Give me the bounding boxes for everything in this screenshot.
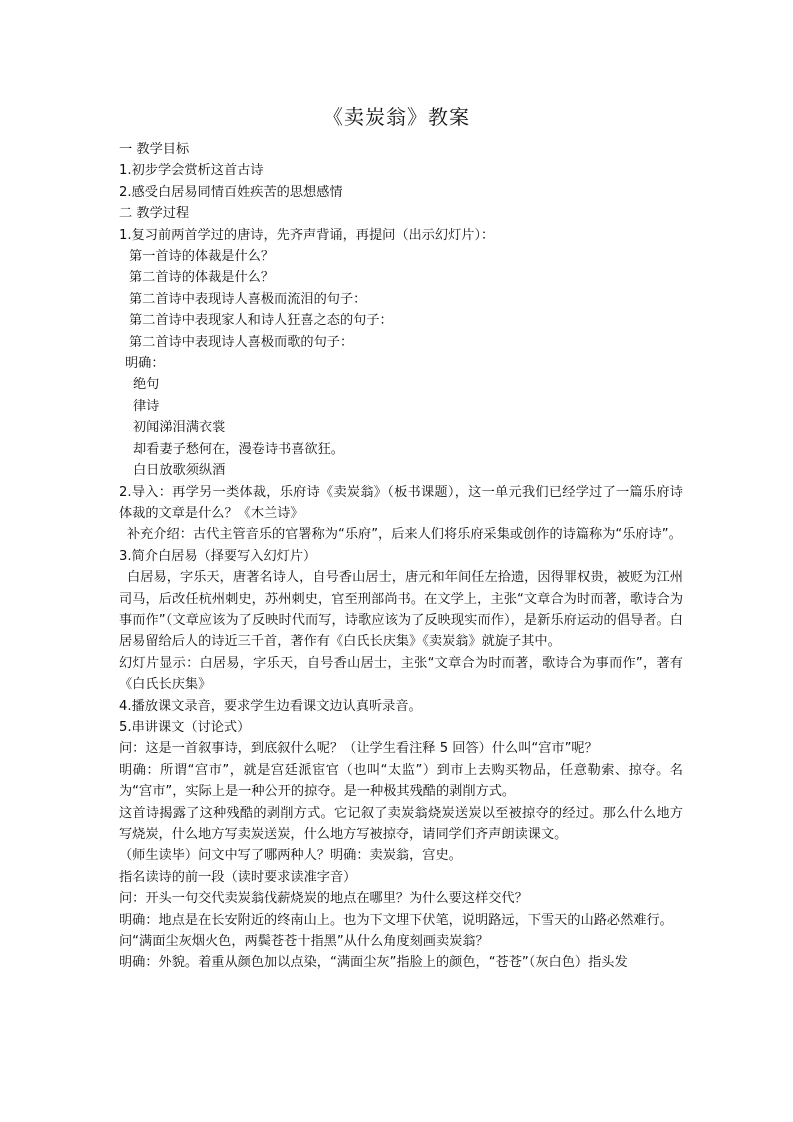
answer-line: 却看妻子愁何在，漫卷诗书喜欲狂。 [133, 441, 344, 457]
text-line: 3.简介白居易（择要写入幻灯片） [119, 548, 317, 564]
question-line: 第一首诗的体裁是什么？ [129, 249, 275, 265]
answer-line: 白日放歌须纵酒 [133, 463, 226, 479]
text-line: 4.播放课文录音，要求学生边看课文边认真听录音。 [119, 698, 422, 714]
question-line: 第二首诗中表现诗人喜极而流泪的句子： [129, 291, 367, 307]
section-heading: 二 教学过程 [119, 206, 190, 222]
paragraph: 白居易，字乐天，唐著名诗人，自号香山居士，唐元和年间任左拾遗，因得罪权贵，被贬为江州司马，后改任杭州刺史，苏州刺史，官至刑部尚书。在文学上，主张“文章合为时而著，歌诗合为事而作”（文章应该为了反映时代而写，诗歌应该为了反映现实而作），是新乐府运动的倡导者。白居易留给后人的诗近三千首，著作有《白氏长庆集》《卖炭翁》就旋子其中。 [119, 570, 683, 650]
paragraph: 这首诗揭露了这种残酷的剥削方式。它记叙了卖炭翁烧炭送炭以至被掠夺的经过。那么什么地方写烧炭，什么地方写卖炭送炭，什么地方写被掠夺，请同学们齐声朗读课文。 [119, 805, 683, 842]
question-line: 第二首诗中表现诗人喜极而歌的句子： [129, 334, 354, 350]
paragraph: 问“满面尘灰烟火色，两鬓苍苍十指黑”从什么角度刻画卖炭翁？ [119, 934, 489, 950]
paragraph: 明确：外貌。着重从颜色加以点染，“满面尘灰”指脸上的颜色，“苍苍”（灰白色）指头发 [119, 955, 628, 971]
text-line: 1.复习前两首学过的唐诗，先齐声背诵，再提问（出示幻灯片）： [119, 227, 495, 243]
paragraph: 明确：所谓“宫市”，就是宫廷派宦官（也叫“太监”）到市上去购买物品，任意勒索、掠夺。名为“宫市”，实际上是一种公开的掠夺。是一种极其残酷的剥削方式。 [119, 762, 683, 800]
text-line: 2.感受白居易同情百姓疾苦的思想感情 [119, 184, 343, 200]
text-line: 1.初步学会赏析这首古诗 [119, 163, 264, 179]
answer-line: 初闻涕泪满衣裳 [133, 420, 226, 436]
paragraph: 补充介绍：古代主管音乐的官署称为“乐府”，后来人们将乐府采集或创作的诗篇称为“乐府诗”。 [127, 527, 682, 543]
paragraph: 问：这是一首叙事诗，到底叙什么呢？（让学生看注释 5 回答）什么叫“宫市”呢？ [119, 741, 598, 757]
document-body [119, 139, 683, 974]
answer-label: 明确： [125, 356, 165, 372]
text-line: （师生读毕）问文中写了哪两种人？明确：卖炭翁，宫史。 [119, 848, 462, 864]
question-line: 第二首诗中表现家人和诗人狂喜之态的句子： [129, 313, 393, 329]
answer-line: 绝句 [133, 377, 160, 393]
question-line: 第二首诗的体裁是什么？ [129, 270, 275, 286]
paragraph: 幻灯片显示：白居易，字乐天，自号香山居士，主张“文章合为时而著，歌诗合为事而作”，著有《白氏长庆集》 [119, 655, 683, 693]
paragraph: 明确：地点是在长安附近的终南山上。也为下文埋下伏笔，说明路远，下雪天的山路必然难行。 [119, 912, 673, 928]
document-title: 《卖炭翁》教案 [323, 105, 470, 129]
paragraph: 问：开头一句交代卖炭翁伐薪烧炭的地点在哪里？为什么要这样交代？ [119, 891, 528, 907]
section-heading: 一 教学目标 [119, 142, 190, 157]
text-line: 指名读诗的前一段（读时要求读准字音） [119, 869, 357, 885]
answer-line: 律诗 [133, 398, 160, 414]
text-line: 5.串讲课文（讨论式） [119, 719, 251, 735]
paragraph: 2.导入：再学另一类体裁，乐府诗《卖炭翁》（板书课题），这一单元我们已经学过了一篇乐府诗体裁的文章是什么？《木兰诗》 [119, 484, 683, 521]
